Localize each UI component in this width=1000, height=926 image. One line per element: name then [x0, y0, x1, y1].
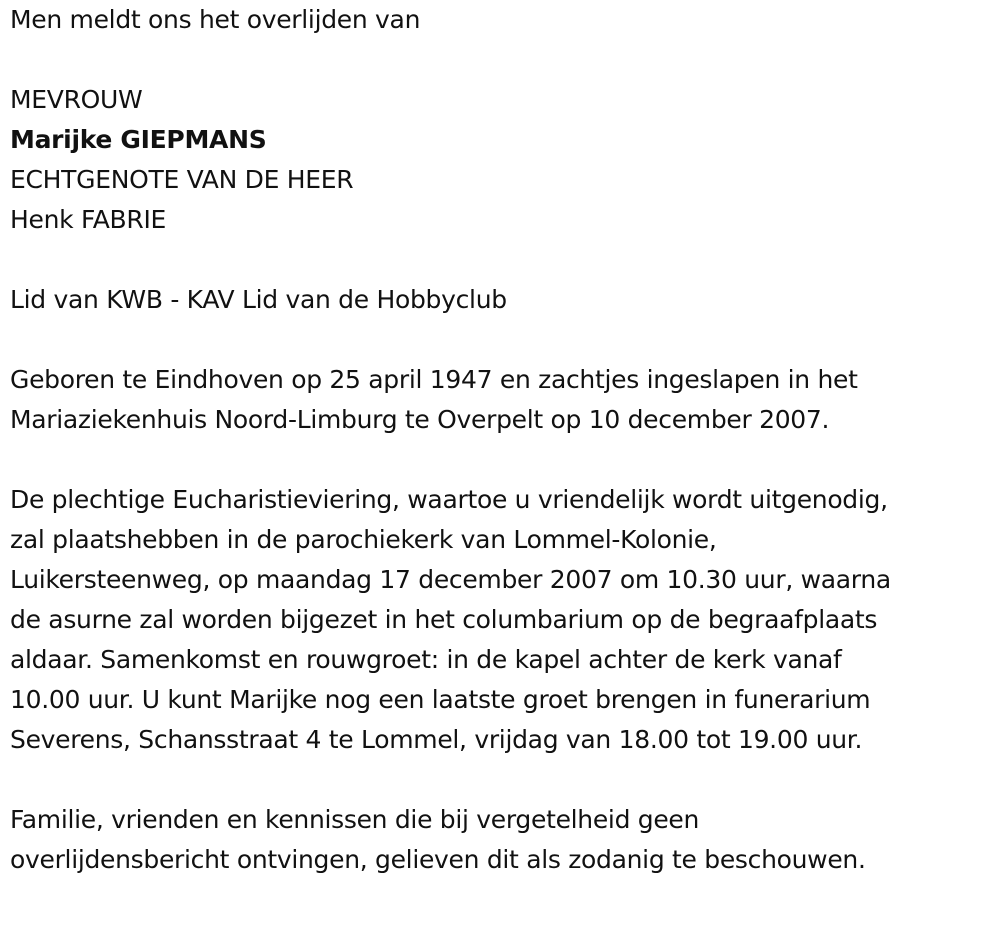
paragraph-line: overlijdensbericht ontvingen, gelieven dit als zodanig te beschouwen.: [10, 845, 866, 874]
paragraph-line: Severens, Schansstraat 4 te Lommel, vrijdag van 18.00 tot 19.00 uur.: [10, 725, 863, 754]
spacer: [10, 240, 985, 280]
deceased-name: Marijke GIEPMANS: [10, 125, 267, 154]
paragraph-line: 10.00 uur. U kunt Marijke nog een laatste groet brengen in funerarium: [10, 685, 871, 714]
paragraph-line: Familie, vrienden en kennissen die bij vergetelheid geen: [10, 805, 700, 834]
paragraph-line: De plechtige Eucharistieviering, waartoe u vriendelijk wordt uitgenodig,: [10, 485, 888, 514]
honorific: MEVROUW: [10, 85, 143, 114]
paragraph-line: Luikersteenweg, op maandag 17 december 2007 om 10.30 uur, waarna: [10, 565, 891, 594]
spacer: [10, 760, 985, 800]
memberships-text: Lid van KWB - KAV Lid van de Hobbyclub: [10, 285, 507, 314]
obituary-document: [10, 0, 985, 880]
closing-paragraph: [10, 800, 985, 880]
birth-death-paragraph: [10, 360, 985, 440]
spacer: [10, 440, 985, 480]
spouse-name: Henk FABRIE: [10, 205, 167, 234]
spacer: [10, 320, 985, 360]
relation-text: ECHTGENOTE VAN DE HEER: [10, 165, 354, 194]
paragraph-line: Geboren te Eindhoven op 25 april 1947 en zachtjes ingeslapen in het: [10, 365, 858, 394]
paragraph-line: zal plaatshebben in de parochiekerk van Lommel-Kolonie,: [10, 525, 717, 554]
paragraph-line: de asurne zal worden bijgezet in het columbarium op de begraafplaats: [10, 605, 878, 634]
paragraph-line: Mariaziekenhuis Noord-Limburg te Overpelt op 10 december 2007.: [10, 405, 830, 434]
paragraph-line: aldaar. Samenkomst en rouwgroet: in de kapel achter de kerk vanaf: [10, 645, 842, 674]
spacer: [10, 40, 985, 80]
ceremony-paragraph: [10, 480, 985, 760]
intro-text: Men meldt ons het overlijden van: [10, 5, 421, 34]
